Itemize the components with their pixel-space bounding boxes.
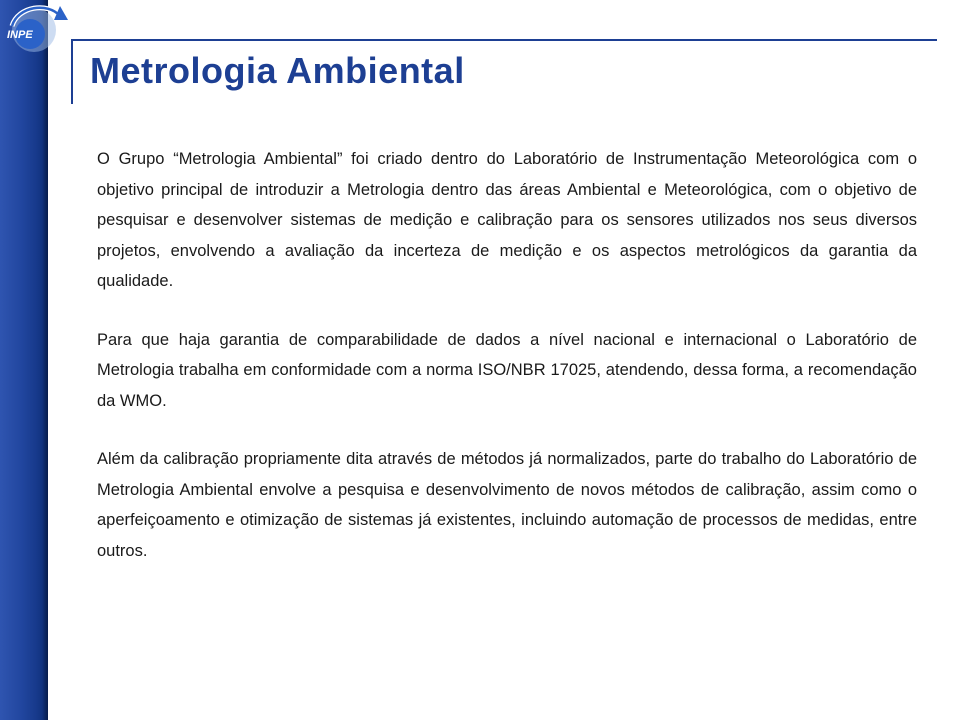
- header-vertical-rule: [71, 40, 73, 104]
- logo-text: INPE: [7, 29, 33, 41]
- page-title: Metrologia Ambiental: [90, 50, 465, 91]
- header-horizontal-rule: [71, 39, 937, 41]
- inpe-logo: [0, 0, 74, 66]
- paragraph-calibration: Além da calibração propriamente dita através de métodos já normalizados, parte do trabalho do Laboratório de Metrologia Ambiental envolve a pesquisa e desenvolvimento de novos métodos de calibração, assim como o aperfeiçoamento e otimização de sistemas já existentes, incluindo automação de processos de medidas, entre outros.: [97, 450, 917, 560]
- content-body: [97, 144, 917, 594]
- left-decorative-band: [0, 0, 48, 720]
- paragraph-intro: O Grupo “Metrologia Ambiental” foi criado dentro do Laboratório de Instrumentação Meteorológica com o objetivo principal de introduzir a Metrologia dentro das áreas Ambiental e Meteorológica, com o objetivo de pesquisar e desenvolver sistemas de medição e calibração para os sensores utilizados nos seus diversos projetos, envolvendo a avaliação da incerteza de medição e os aspectos metrológicos da garantia da qualidade.: [97, 150, 917, 290]
- paragraph-comparability: Para que haja garantia de comparabilidade de dados a nível nacional e internacional o Laboratório de Metrologia trabalha em conformidade com a norma ISO/NBR 17025, atendendo, dessa forma, a recomendação da WMO.: [97, 330, 917, 410]
